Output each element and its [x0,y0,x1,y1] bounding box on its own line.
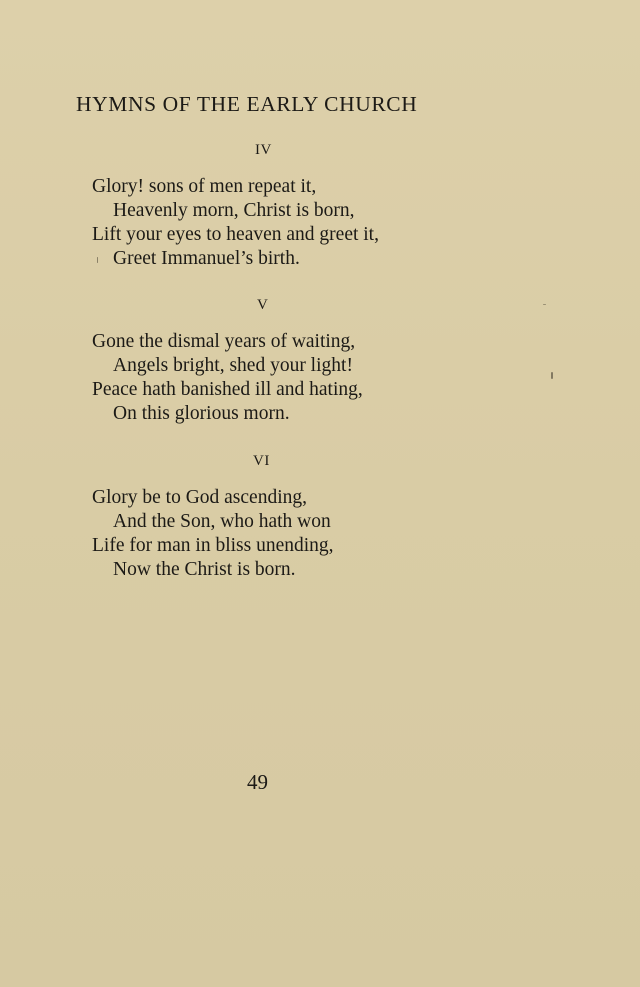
stanza-number-iv: IV [255,142,272,158]
print-speck [551,372,553,379]
verse-line: On this glorious morn. [113,403,290,424]
verse-line: Greet Immanuel’s birth. [113,248,300,269]
verse-line: And the Son, who hath won [113,511,331,532]
verse-line: Peace hath banished ill and hating, [92,379,363,400]
verse-line: Now the Christ is born. [113,559,296,580]
verse-line: Glory! sons of men repeat it, [92,176,317,197]
verse-line: Life for man in bliss unending, [92,535,334,556]
stanza-number-v: V [257,297,269,313]
verse-line: Angels bright, shed your light! [113,355,353,376]
verse-line: Gone the dismal years of waiting, [92,331,356,352]
verse-line: Glory be to God ascending, [92,487,307,508]
page-number: 49 [247,770,268,794]
print-speck [543,304,546,305]
stanza-number-vi: VI [253,453,270,469]
print-speck [97,257,98,263]
running-head: HYMNS OF THE EARLY CHURCH [76,92,418,116]
verse-line: Heavenly morn, Christ is born, [113,200,355,221]
verse-line: Lift your eyes to heaven and greet it, [92,224,379,245]
